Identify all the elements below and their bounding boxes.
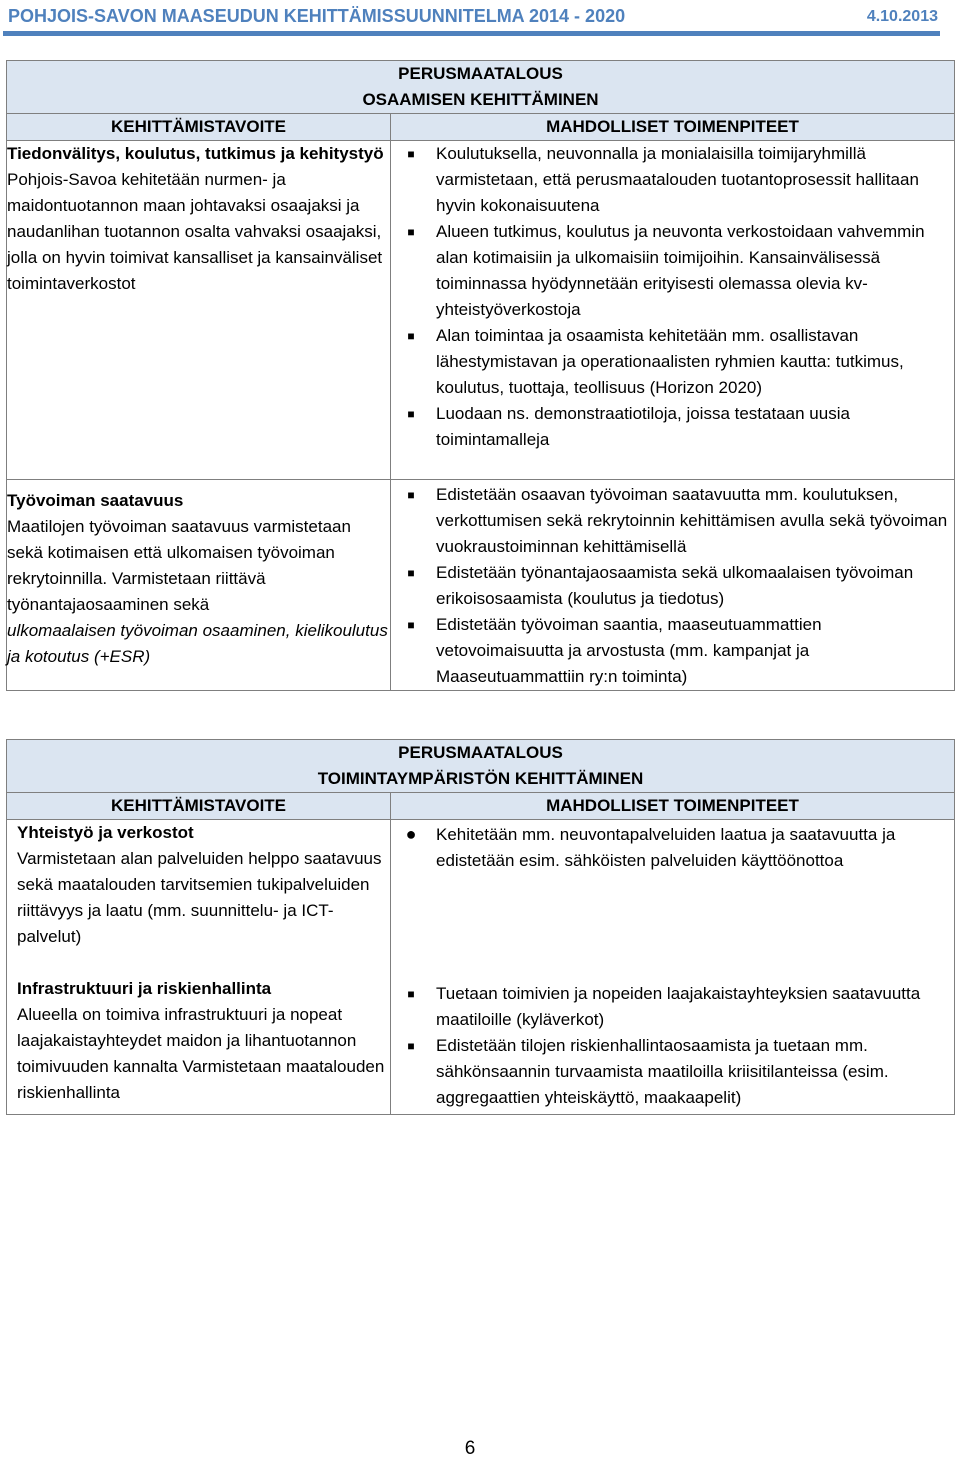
table-row	[7, 820, 955, 977]
document-title: POHJOIS-SAVON MAASEUDUN KEHITTÄMISSUUNNITELMA 2014 - 2020	[8, 6, 626, 26]
list-item: ■ Tuetaan toimivien ja nopeiden laajakaistayhteyksien saatavuutta maatiloille (kyläverkot)	[436, 981, 948, 1033]
goal-cell	[7, 976, 391, 1115]
goal-text: Varmistetaan alan palveluiden helppo saatavuus sekä maatalouden tarvitsemien tukipalveluiden riittävyys ja laatu (mm. suunnittelu- ja ICT-palvelut)	[17, 849, 382, 946]
square-bullet-icon: ■	[407, 407, 415, 421]
table-row	[7, 976, 955, 1115]
list-item: ● Kehitetään mm. neuvontapalveluiden laatua ja saatavuutta ja edistetään esim. sähköisten palveluiden käyttöönottoa	[436, 822, 948, 874]
column-header-actions: MAHDOLLISET TOIMENPITEET	[391, 114, 955, 141]
goal-cell	[7, 820, 391, 977]
list-item: ■ Koulutuksella, neuvonnalla ja monialaisilla toimijaryhmillä varmistetaan, että perusmaatalouden tuotantoprosessit hallitaan hyvin kokonaisuutena	[436, 141, 948, 219]
page-number: 6	[464, 1438, 476, 1459]
table-band-header	[7, 61, 955, 114]
action-list	[391, 981, 954, 1111]
goal-text: Alueella on toimiva infrastruktuuri ja nopeat laajakaistayhteydet maidon ja lihantuotannon toimivuuden kannalta Varmistetaan maatalouden riskienhallinta	[17, 1005, 385, 1102]
table-row	[7, 141, 955, 480]
action-list	[391, 141, 954, 453]
page-header	[8, 4, 938, 30]
band-line-2: OSAAMISEN KEHITTÄMINEN	[362, 90, 599, 109]
list-item: ■ Alueen tutkimus, koulutus ja neuvonta verkostoidaan vahvemmin alan kotimaisiin ja ulkomaisiin toimijoihin. Kansainvälisessä toiminnassa hyödynnetään erityisesti olemassa olevia kv-yhteistyöverkostoja	[436, 219, 948, 323]
goal-text-italic: ulkomaalaisen työvoiman osaaminen, kielikoulutus ja kotoutus (+ESR)	[7, 621, 388, 666]
list-item: ■ Alan toimintaa ja osaamista kehitetään mm. osallistavan lähestymistavan ja operationaalisten ryhmien kautta: tutkimus, koulutus, tuottaja, teollisuus (Horizon 2020)	[436, 323, 948, 401]
square-bullet-icon: ■	[407, 1039, 415, 1053]
table-band-header	[7, 740, 955, 793]
actions-cell	[391, 976, 955, 1115]
round-bullet-icon: ●	[405, 824, 417, 844]
list-item: ■ Edistetään osaavan työvoiman saatavuutta mm. koulutuksen, verkottumisen sekä rekrytoinnin kehittämisen avulla sekä työvoiman vuokraustoiminnan kehittämisellä	[436, 482, 948, 560]
list-item: ■ Edistetään työnantajaosaamista sekä ulkomaalaisen työvoiman erikoisosaamista (koulutus ja tiedotus)	[436, 560, 948, 612]
square-bullet-icon: ■	[407, 329, 415, 343]
goal-title: Yhteistyö ja verkostot	[17, 823, 194, 842]
action-list	[391, 822, 954, 874]
list-item: ■ Luodaan ns. demonstraatiotiloja, joissa testataan uusia toimintamalleja	[436, 401, 948, 453]
column-header-actions: MAHDOLLISET TOIMENPITEET	[391, 793, 955, 820]
band-line-1: PERUSMAATALOUS	[398, 743, 563, 762]
list-item: ■ Edistetään tilojen riskienhallintaosaamista ja tuetaan mm. sähkönsaannin turvaamista maatiloilla kriisitilanteissa (esim. aggregaattien yhteiskäyttö, maakaapelit)	[436, 1033, 948, 1111]
table-row	[7, 480, 955, 691]
square-bullet-icon: ■	[407, 147, 415, 161]
document-date: 4.10.2013	[866, 8, 938, 25]
column-header-goal: KEHITTÄMISTAVOITE	[7, 793, 391, 820]
actions-cell	[391, 820, 955, 977]
actions-cell	[391, 141, 955, 480]
goal-title: Infrastruktuuri ja riskienhallinta	[17, 979, 272, 998]
square-bullet-icon: ■	[407, 566, 415, 580]
actions-cell	[391, 480, 955, 691]
table-osaamisen-kehittaminen	[6, 60, 955, 691]
column-header-goal: KEHITTÄMISTAVOITE	[7, 114, 391, 141]
goal-cell	[7, 480, 391, 691]
goal-cell	[7, 141, 391, 480]
header-rule	[3, 31, 940, 36]
goal-text: Pohjois-Savoa kehitetään nurmen- ja maidontuotannon maan johtavaksi osaajaksi ja naudanlihan tuotannon osalta vahvaksi osaajaksi, jolla on hyvin toimivat kansalliset ja kansainväliset toimintaverkostot	[7, 170, 383, 293]
list-item: ■ Edistetään työvoiman saantia, maaseutuammattien vetovoimaisuutta ja arvostusta (mm. kampanjat ja Maaseutuammattiin ry:n toiminta)	[436, 612, 948, 690]
table-toimintaympariston-kehittaminen	[6, 739, 955, 1115]
band-line-1: PERUSMAATALOUS	[398, 64, 563, 83]
band-line-2: TOIMINTAYMPÄRISTÖN KEHITTÄMINEN	[317, 769, 644, 788]
action-list	[391, 482, 954, 690]
square-bullet-icon: ■	[407, 618, 415, 632]
goal-text: Maatilojen työvoiman saatavuus varmistetaan sekä kotimaisen että ulkomaisen työvoiman rekrytoinnilla. Varmistetaan riittävä työnantajaosaaminen sekä	[7, 517, 351, 614]
square-bullet-icon: ■	[407, 225, 415, 239]
goal-title: Tiedonvälitys, koulutus, tutkimus ja kehitystyö	[7, 144, 384, 163]
goal-title: Työvoiman saatavuus	[7, 491, 184, 510]
square-bullet-icon: ■	[407, 987, 415, 1001]
square-bullet-icon: ■	[407, 488, 415, 502]
